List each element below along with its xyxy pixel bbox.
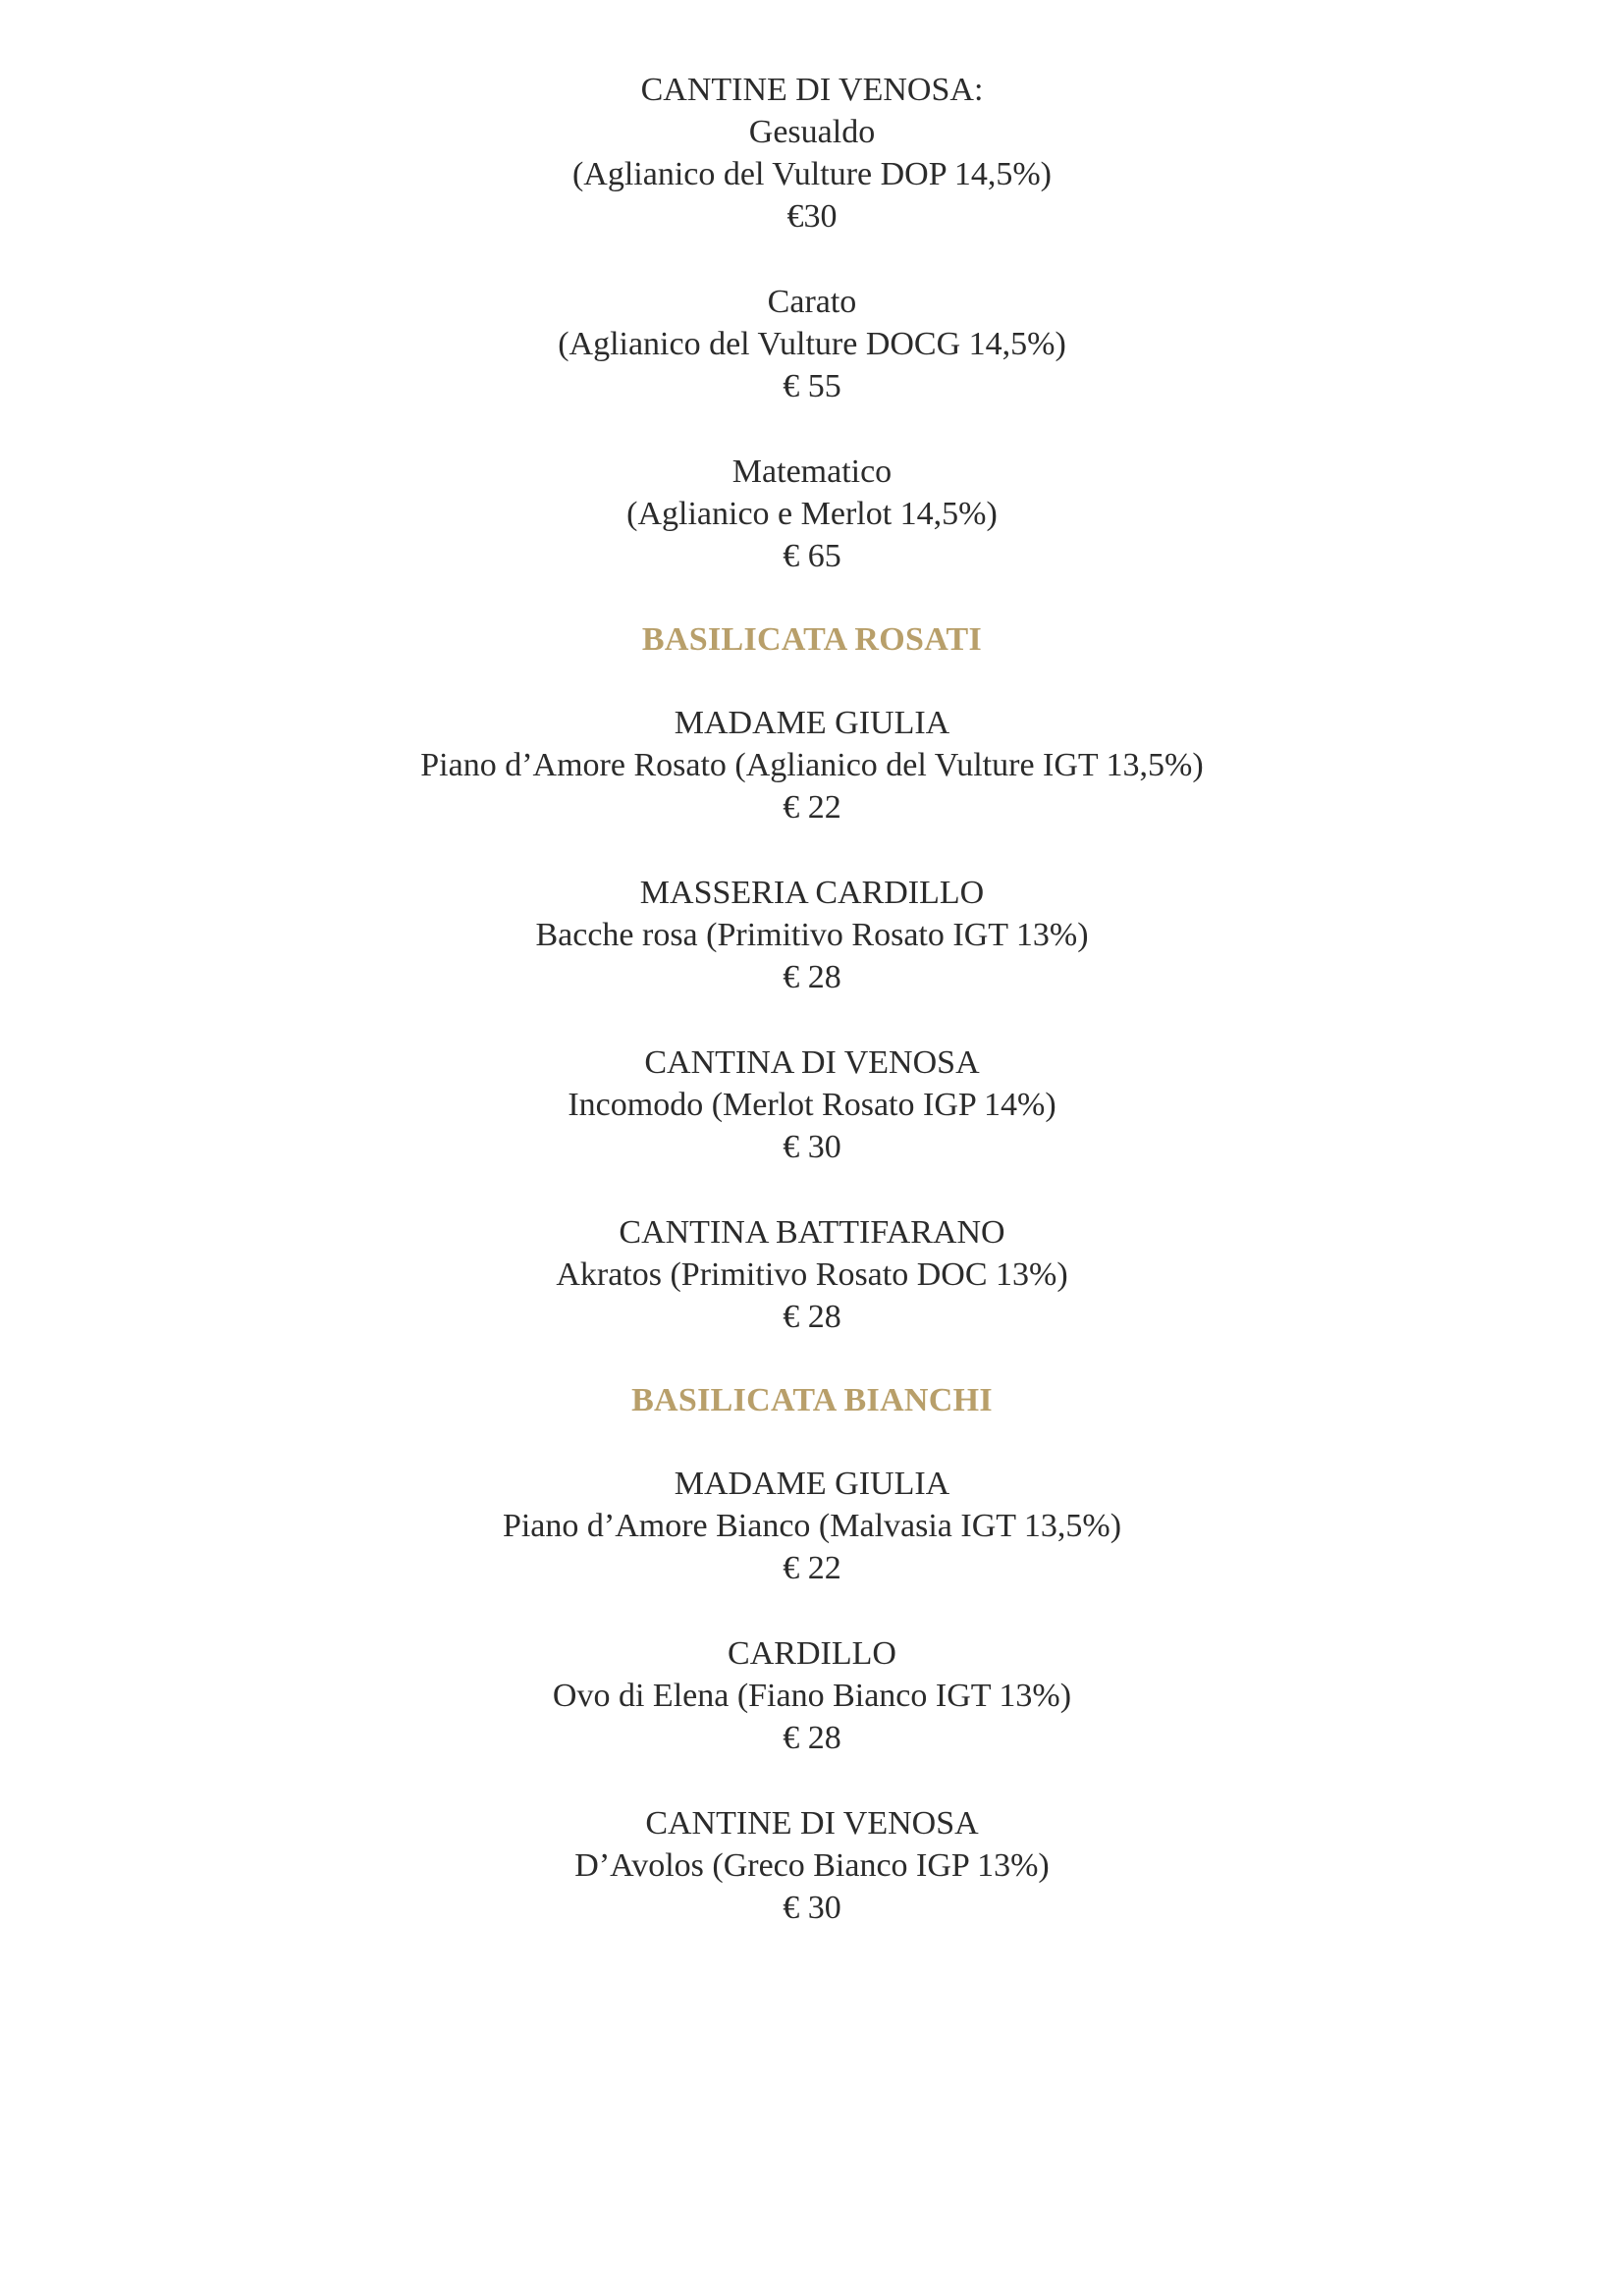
- producer-name: CANTINE DI VENOSA:: [640, 72, 984, 108]
- wine-entry-matematico: [0, 451, 1624, 577]
- wine-price: € 28: [783, 1720, 841, 1756]
- wine-name: Piano d’Amore Bianco (Malvasia IGT 13,5%): [502, 1508, 1122, 1544]
- section-title-rosati: BASILICATA ROSATI: [641, 621, 983, 658]
- producer-name: CARDILLO: [728, 1635, 896, 1672]
- wine-price: € 30: [783, 1129, 841, 1165]
- wine-price: € 22: [783, 789, 841, 826]
- wine-price: € 65: [783, 538, 841, 574]
- wine-entry-rosato-2: [0, 872, 1624, 998]
- wine-name: Akratos (Primitivo Rosato DOC 13%): [556, 1256, 1068, 1293]
- wine-menu: [0, 69, 1624, 1929]
- wine-name: Gesualdo: [748, 114, 876, 150]
- wine-price: € 28: [783, 1299, 841, 1335]
- section-title-bianchi: BASILICATA BIANCHI: [631, 1382, 993, 1418]
- wine-entry-carato: [0, 281, 1624, 407]
- wine-entry-rosato-3: [0, 1041, 1624, 1168]
- wine-name: Piano d’Amore Rosato (Aglianico del Vulture IGT 13,5%): [420, 747, 1204, 783]
- wine-price: € 22: [783, 1550, 841, 1586]
- wine-entry-rosato-4: [0, 1211, 1624, 1338]
- wine-entry-bianco-1: [0, 1463, 1624, 1589]
- wine-name: Ovo di Elena (Fiano Bianco IGT 13%): [552, 1678, 1072, 1714]
- wine-entry-rosato-1: [0, 702, 1624, 828]
- wine-detail: (Aglianico del Vulture DOP 14,5%): [571, 156, 1053, 192]
- wine-price: € 55: [783, 368, 841, 404]
- producer-name: MASSERIA CARDILLO: [639, 875, 985, 911]
- wine-entry-bianco-2: [0, 1632, 1624, 1759]
- producer-name: MADAME GIULIA: [674, 1466, 950, 1502]
- wine-entry-bianco-3: [0, 1802, 1624, 1929]
- wine-price: € 30: [783, 1890, 841, 1926]
- wine-price: €30: [786, 198, 838, 235]
- wine-entry-gesualdo: [0, 69, 1624, 238]
- producer-name: CANTINE DI VENOSA: [645, 1805, 979, 1842]
- wine-detail: (Aglianico del Vulture DOCG 14,5%): [558, 326, 1066, 362]
- wine-name: Incomodo (Merlot Rosato IGP 14%): [568, 1087, 1056, 1123]
- wine-name: Carato: [767, 284, 857, 320]
- wine-name: Bacche rosa (Primitivo Rosato IGT 13%): [535, 917, 1089, 953]
- wine-detail: (Aglianico e Merlot 14,5%): [626, 496, 998, 532]
- wine-name: Matematico: [731, 454, 893, 490]
- wine-price: € 28: [783, 959, 841, 995]
- producer-name: CANTINA BATTIFARANO: [619, 1214, 1005, 1251]
- producer-name: MADAME GIULIA: [674, 705, 950, 741]
- wine-name: D’Avolos (Greco Bianco IGP 13%): [574, 1847, 1050, 1884]
- producer-name: CANTINA DI VENOSA: [644, 1044, 980, 1081]
